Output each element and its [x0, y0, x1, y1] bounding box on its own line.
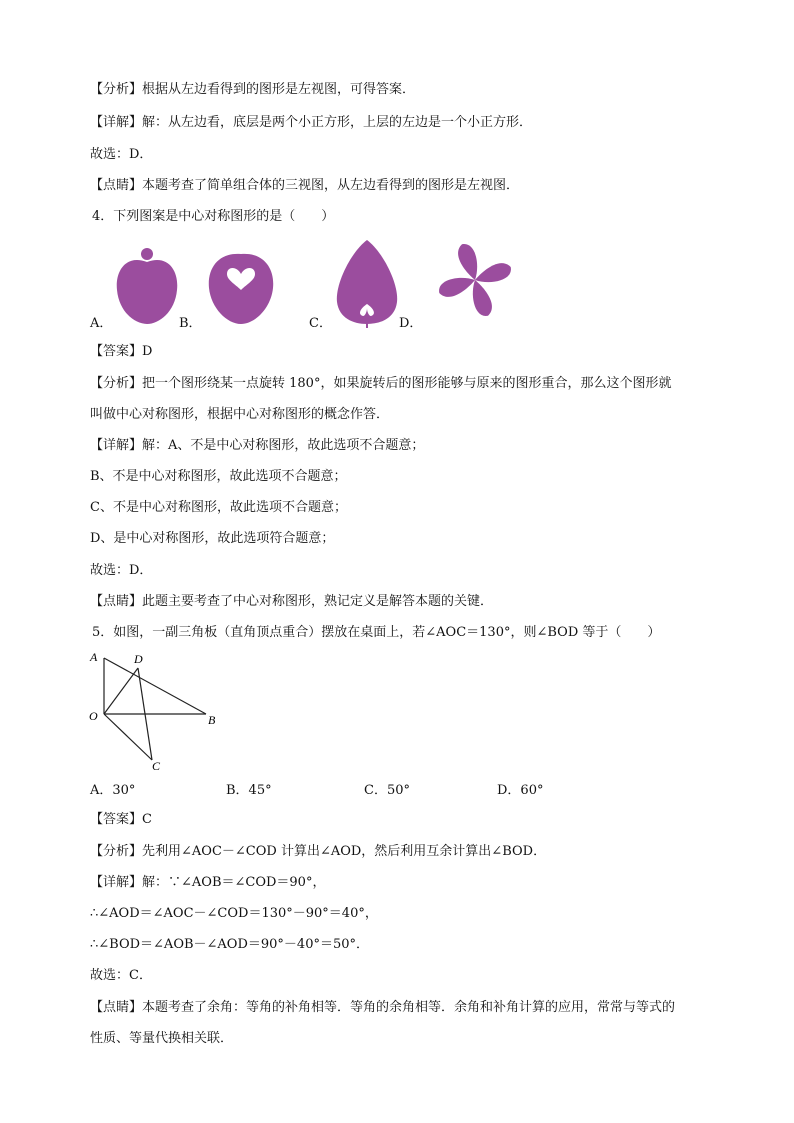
q3-comment: 【点睛】本题考查了简单组合体的三视图，从左边看得到的图形是左视图．: [90, 178, 520, 193]
q3-analysis: 【分析】根据从左边看得到的图形是左视图，可得答案．: [90, 82, 416, 97]
q5-diagram: [88, 648, 228, 777]
q5-stem: 5．如图，一副三角板（直角顶点重合）摆放在桌面上，若∠AOC＝130°，则∠BOD 等于（ ）: [92, 625, 661, 640]
q5-triangles-svg: [88, 648, 228, 773]
q5-choice-d: D．60°: [497, 783, 544, 798]
q5-choice-c: C．50°: [364, 783, 410, 798]
q4-detail-b: B、不是中心对称图形，故此选项不合题意；: [90, 469, 347, 484]
q4-analysis-2: 叫做中心对称图形，根据中心对称图形的概念作答．: [90, 407, 390, 422]
q4-stem: 4．下列图案是中心对称图形的是（ ）: [92, 209, 335, 224]
q5-choice-a: A．30°: [90, 783, 136, 798]
q5-comment-2: 性质、等量代换相关联．: [90, 1031, 234, 1046]
label-o: O: [89, 709, 98, 723]
q4-detail-d: D、是中心对称图形，故此选项符合题意；: [90, 531, 335, 546]
shape-a: [117, 248, 178, 324]
q4-option-c: C．: [309, 316, 332, 331]
q4-figures: [90, 232, 535, 332]
q4-analysis-1: 【分析】把一个图形绕某一点旋转 180°，如果旋转后的图形能够与原来的图形重合，那么这个图形就: [90, 376, 672, 391]
q5-detail-1: 【详解】解：∵∠AOB＝∠COD＝90°，: [90, 875, 326, 890]
q5-comment-1: 【点睛】本题考查了余角：等角的补角相等．等角的余角相等．余角和补角计算的应用，常常与等式的: [90, 1000, 676, 1015]
q4-answer: 【答案】D: [90, 344, 153, 359]
q5-answer: 【答案】C: [90, 812, 152, 827]
q4-choice: 故选：D．: [90, 563, 153, 578]
q4-option-a: A．: [90, 316, 113, 331]
q4-option-b: B．: [179, 316, 202, 331]
label-c: C: [152, 759, 161, 773]
label-d: D: [134, 652, 143, 666]
q5-analysis: 【分析】先利用∠AOC－∠COD 计算出∠AOD，然后利用互余计算出∠BOD．: [90, 844, 547, 859]
q3-detail: 【详解】解：从左边看，底层是两个小正方形，上层的左边是一个小正方形．: [90, 115, 533, 130]
shape-d: [436, 241, 514, 319]
q4-detail-c: C、不是中心对称图形，故此选项不合题意；: [90, 500, 347, 515]
q4-detail-a: 【详解】解：A、不是中心对称图形，故此选项不合题意；: [90, 438, 425, 453]
q3-choice: 故选：D．: [90, 147, 153, 162]
q5-detail-3: ∴∠BOD＝∠AOB－∠AOD＝90°－40°＝50°．: [90, 937, 370, 952]
label-b: B: [208, 713, 216, 727]
q4-comment: 【点睛】此题主要考查了中心对称图形，熟记定义是解答本题的关键．: [90, 594, 494, 609]
shape-c: [337, 240, 397, 328]
shape-b: [209, 254, 273, 324]
q5-choice: 故选：C．: [90, 968, 152, 983]
q5-choice-b: B．45°: [226, 783, 272, 798]
q4-option-d: D．: [399, 316, 423, 331]
label-a: A: [90, 650, 98, 664]
q5-detail-2: ∴∠AOD＝∠AOC－∠COD＝130°－90°＝40°，: [90, 906, 378, 921]
